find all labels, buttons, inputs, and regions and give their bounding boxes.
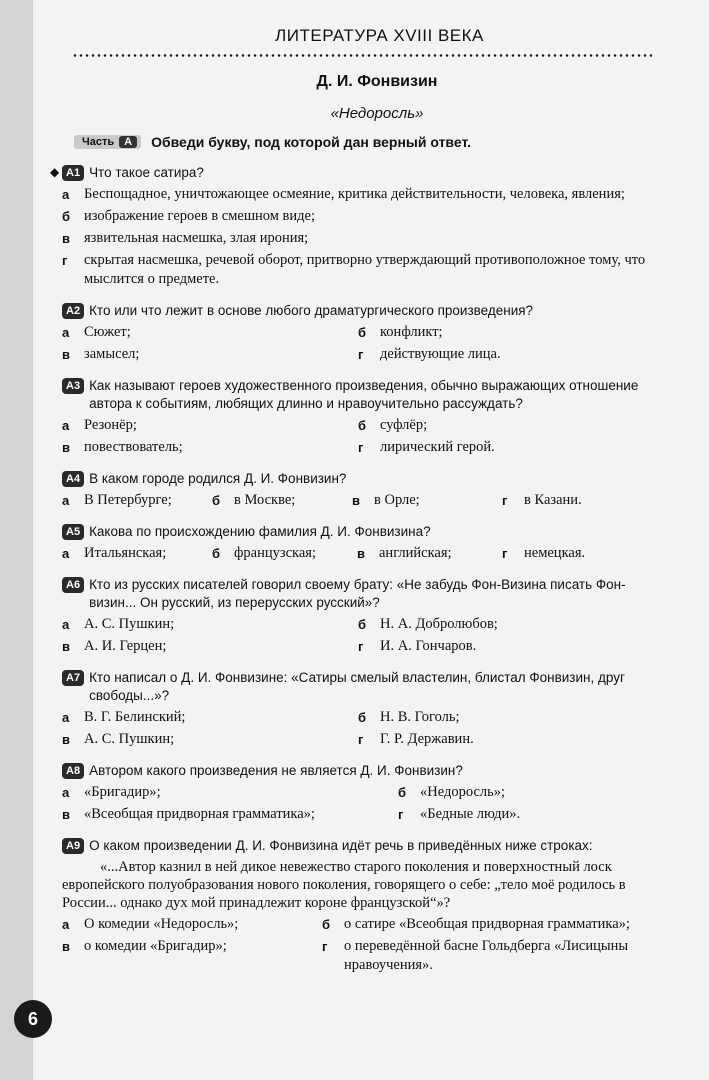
option-text: суфлёр; [380, 417, 428, 433]
question-a4 [62, 470, 652, 510]
option-text: английская; [379, 545, 452, 561]
question-a6 [62, 576, 652, 656]
option-text: «Всеобщая придворная грамматика»; [84, 806, 315, 822]
question-text: Что такое сатира? [89, 165, 204, 180]
option-text: «Бедные люди». [420, 806, 521, 822]
question-number-badge: А6 [62, 577, 84, 593]
part-label: Часть [82, 136, 115, 148]
option-letter: а [62, 917, 70, 932]
option-letter: а [62, 546, 70, 561]
option-letter: а [62, 617, 70, 632]
option-text: о переведённой басне Гольдберга «Лисицыны нравоучения». [344, 938, 629, 973]
question-a1 [50, 164, 652, 289]
option-text: В. Г. Белинский; [84, 709, 186, 725]
option-text: в Москве; [234, 492, 296, 508]
answer-option[interactable] [212, 544, 357, 563]
page-number: 6 [14, 1000, 52, 1038]
question-a8 [62, 762, 652, 824]
question-text: Какова по происхождению фамилия Д. И. Фонвизина? [89, 524, 431, 539]
option-text: о сатире «Всеобщая придворная грамматика»; [344, 916, 630, 932]
answer-option[interactable] [62, 491, 212, 510]
answer-option[interactable] [62, 229, 652, 248]
option-letter: г [358, 639, 364, 654]
answer-option[interactable] [62, 544, 212, 563]
left-margin-strip [0, 0, 33, 1080]
option-text: О комедии «Недоросль»; [84, 916, 239, 932]
answer-option[interactable] [358, 345, 652, 364]
option-text: А. И. Герцен; [84, 638, 167, 654]
option-text: Сюжет; [84, 324, 131, 340]
question-number-badge: А9 [62, 838, 84, 854]
answer-option[interactable] [398, 783, 652, 802]
option-letter: а [62, 493, 70, 508]
option-text: в Казани. [524, 492, 582, 508]
part-header [74, 134, 652, 150]
answer-option[interactable] [62, 416, 358, 435]
answer-option[interactable] [62, 615, 358, 634]
option-text: французская; [234, 545, 316, 561]
answer-option[interactable] [62, 937, 322, 975]
option-text: конфликт; [380, 324, 443, 340]
dotted-divider [72, 54, 652, 57]
answer-option[interactable] [62, 783, 398, 802]
option-letter: а [62, 785, 70, 800]
answer-option[interactable] [358, 615, 652, 634]
question-a9 [62, 837, 652, 975]
option-text: «Недоросль»; [420, 784, 506, 800]
question-a3 [62, 377, 652, 457]
option-text: язвительная насмешка, злая ирония; [84, 230, 309, 246]
answer-option[interactable] [398, 805, 652, 824]
option-text: Резонёр; [84, 417, 137, 433]
question-number-badge: А1 [62, 165, 84, 181]
option-letter: в [62, 440, 70, 455]
option-text: А. С. Пушкин; [84, 731, 175, 747]
answer-option[interactable] [62, 345, 358, 364]
option-letter: в [352, 493, 360, 508]
question-a2 [62, 302, 652, 364]
question-number-badge: А7 [62, 670, 84, 686]
option-letter: г [398, 807, 404, 822]
option-letter: а [62, 325, 70, 340]
option-letter: б [212, 546, 221, 561]
question-quote: «...Автор казнил в ней дикое невежество старого поколения и поверхностный лоск европейского полуобразования нового поколения, говорящего о себе: „тело моё родилось в России... однако дух мой принадлежит короне французской“»? [62, 859, 626, 911]
option-letter: б [358, 325, 367, 340]
option-letter: б [358, 617, 367, 632]
option-letter: в [62, 231, 70, 246]
question-number-badge: А3 [62, 378, 84, 394]
running-title: ЛИТЕРАТУРА XVIII ВЕКА [275, 26, 484, 45]
option-text: Г. Р. Державин. [380, 731, 474, 747]
question-number-badge: А4 [62, 471, 84, 487]
part-instruction: Обведи букву, под которой дан верный ответ. [151, 134, 471, 150]
option-text: замысел; [84, 346, 140, 362]
option-letter: г [358, 732, 364, 747]
option-text: действующие лица. [380, 346, 501, 362]
answer-option[interactable] [358, 708, 652, 727]
answer-option[interactable] [62, 185, 652, 204]
answer-option[interactable] [62, 708, 358, 727]
answer-option[interactable] [322, 915, 652, 934]
option-letter: г [322, 939, 328, 954]
option-letter: в [357, 546, 365, 561]
question-text: Кто или что лежит в основе любого драматургического произведения? [89, 303, 534, 318]
option-text: В Петербурге; [84, 492, 172, 508]
option-text: немецкая. [524, 545, 586, 561]
question-text: Кто из русских писателей говорил своему брату: «Не забудь Фон-Визина писать Фонвизин... Он русский, из перерусских русский»? [89, 577, 626, 610]
answer-option[interactable] [62, 251, 652, 289]
part-badge [74, 135, 141, 149]
option-text: повествователь; [84, 439, 183, 455]
option-text: Беспощадное, уничтожающее осмеяние, критика действительности, человека, явления; [84, 186, 625, 202]
answer-option[interactable] [358, 416, 652, 435]
option-letter: г [502, 493, 508, 508]
option-letter: б [212, 493, 221, 508]
option-text: Н. В. Гоголь; [380, 709, 460, 725]
part-letter: А [119, 136, 137, 148]
option-text: И. А. Гончаров. [380, 638, 477, 654]
answer-option[interactable] [358, 730, 652, 749]
option-letter: а [62, 710, 70, 725]
option-text: «Бригадир»; [84, 784, 161, 800]
option-letter: г [358, 440, 364, 455]
option-letter: б [358, 418, 367, 433]
option-letter: г [62, 253, 68, 268]
work-title: «Недоросль» [330, 105, 424, 122]
question-text: Кто написал о Д. И. Фонвизине: «Сатиры смелый властелин, блистал Фонвизин, друг свободы...»? [89, 670, 625, 703]
question-a5 [62, 523, 652, 563]
answer-option[interactable] [62, 438, 358, 457]
question-text: О каком произведении Д. И. Фонвизина идёт речь в приведённых ниже строках: [89, 838, 593, 853]
option-text: о комедии «Бригадир»; [84, 938, 227, 954]
option-letter: в [62, 639, 70, 654]
question-text: Как называют героев художественного произведения, обычно выражающих отношение автора к событиям, любящих длинно и нравоучительно рассуждать? [89, 378, 639, 411]
question-text: Автором какого произведения не является Д. И. Фонвизин? [89, 763, 463, 778]
option-text: в Орле; [374, 492, 420, 508]
option-letter: а [62, 187, 70, 202]
option-text: Н. А. Добролюбов; [380, 616, 498, 632]
option-letter: г [358, 347, 364, 362]
option-letter: б [358, 710, 367, 725]
answer-option[interactable] [357, 544, 502, 563]
option-text: изображение героев в смешном виде; [84, 208, 316, 224]
option-letter: а [62, 418, 70, 433]
option-letter: б [62, 209, 71, 224]
question-number-badge: А2 [62, 303, 84, 319]
option-letter: в [62, 732, 70, 747]
answer-option[interactable] [62, 323, 358, 342]
question-number-badge: А8 [62, 763, 84, 779]
answer-option[interactable] [322, 937, 652, 975]
option-letter: б [398, 785, 407, 800]
diamond-bullet-icon: ◆ [50, 165, 60, 179]
option-letter: б [322, 917, 331, 932]
answer-option[interactable] [358, 637, 652, 656]
answer-option[interactable] [62, 805, 398, 824]
author-heading: Д. И. Фонвизин [316, 73, 438, 90]
answer-option[interactable] [62, 730, 358, 749]
answer-option[interactable] [502, 544, 652, 563]
answer-option[interactable] [62, 637, 358, 656]
option-text: А. С. Пушкин; [84, 616, 175, 632]
question-text: В каком городе родился Д. И. Фонвизин? [89, 471, 347, 486]
option-text: Итальянская; [84, 545, 167, 561]
option-letter: в [62, 939, 70, 954]
option-letter: в [62, 807, 70, 822]
answer-option[interactable] [62, 207, 652, 226]
page-content [50, 26, 652, 975]
answer-option[interactable] [358, 438, 652, 457]
answer-option[interactable] [62, 915, 322, 934]
answer-option[interactable] [358, 323, 652, 342]
option-letter: г [502, 546, 508, 561]
answer-option[interactable] [352, 491, 502, 510]
option-letter: в [62, 347, 70, 362]
question-number-badge: А5 [62, 524, 84, 540]
option-text: лирический герой. [380, 439, 495, 455]
question-a7 [62, 669, 652, 749]
option-text: скрытая насмешка, речевой оборот, притворно утверждающий противоположное тому, что мыслится о предмете. [84, 252, 646, 287]
answer-option[interactable] [212, 491, 352, 510]
answer-option[interactable] [502, 491, 652, 510]
